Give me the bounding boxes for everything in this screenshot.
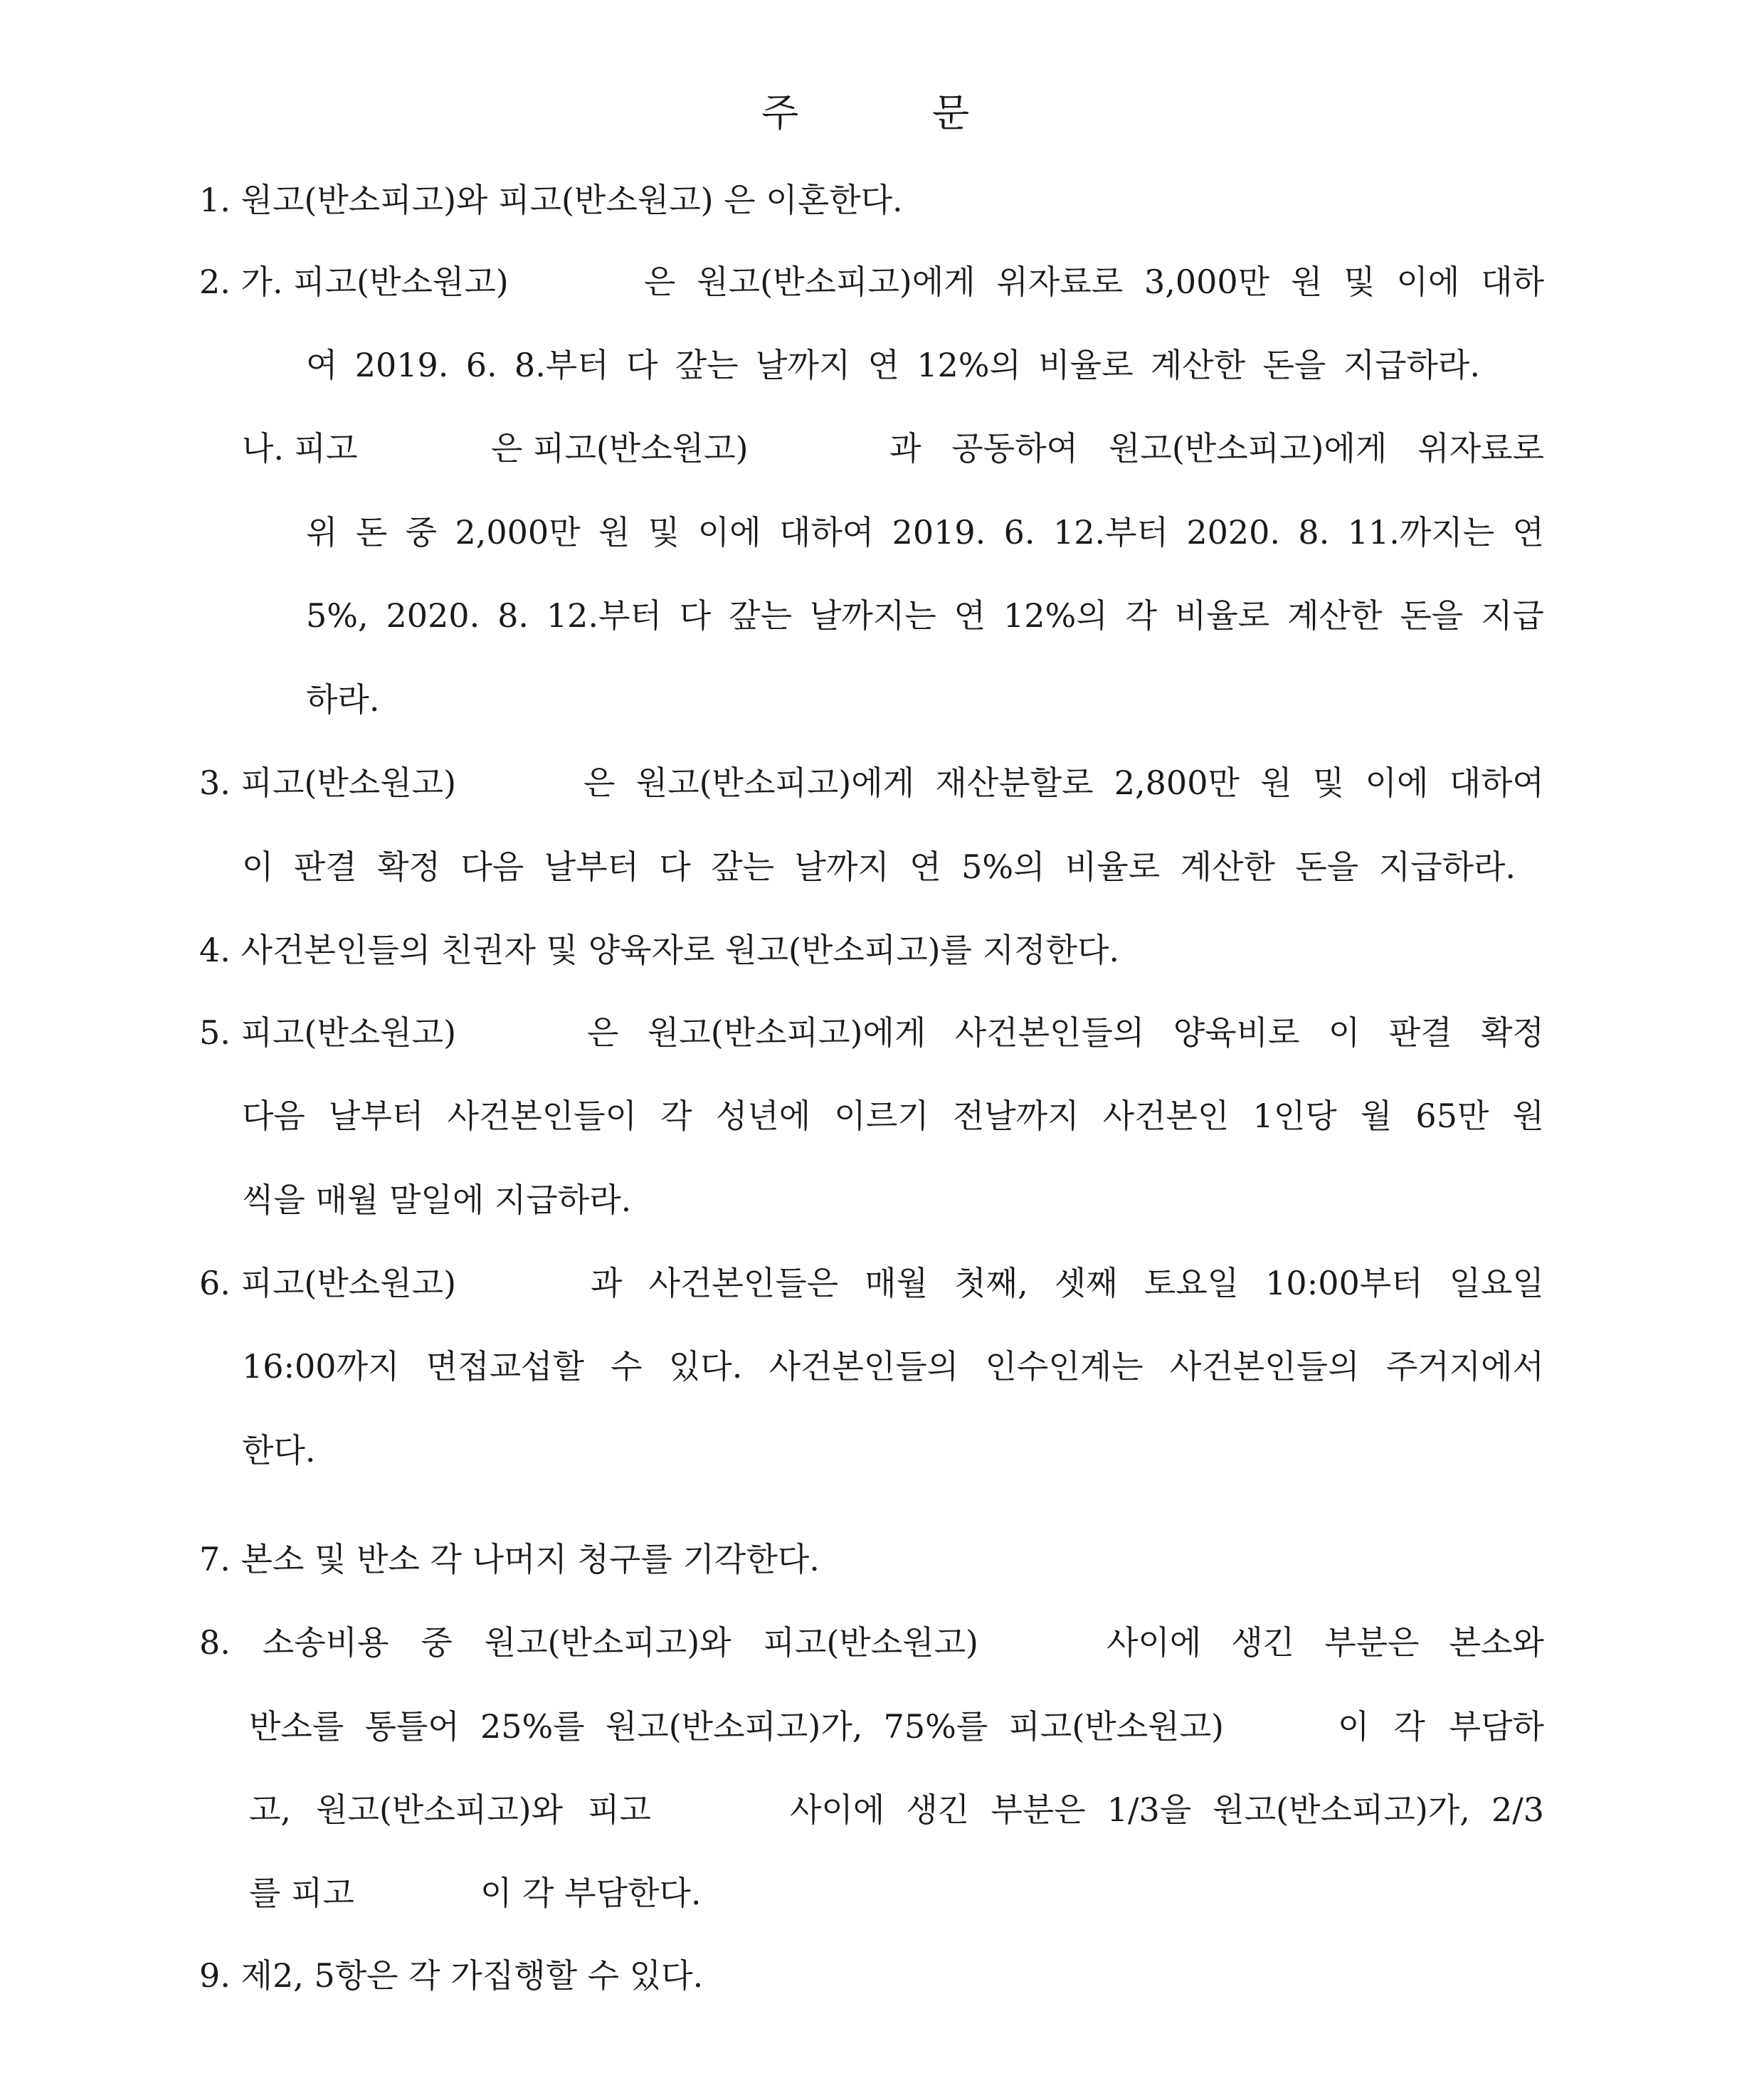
item-8-line-3-head: 고, 원고(반소피고)와 피고 [249,1790,651,1829]
item-2a-line-2: 여 2019. 6. 8.부터 다 갚는 날까지 연 12%의 비율로 계산한 돈을 지급하라. [306,346,1480,384]
item-6-line-2: 16:00까지 면접교섭할 수 있다. 사건본인들의 인수인계는 사건본인들의 주거지에서 [242,1347,1544,1386]
item-8-line-2-tail: 이 각 부담하 [1338,1707,1544,1746]
item-8-line-1-tail: 사이에 생긴 부분은 본소와 [1107,1623,1544,1662]
item-2b-line-4: 하라. [306,680,380,719]
item-2b-line-2: 위 돈 중 2,000만 원 및 이에 대하여 2019. 6. 12.부터 2020. 8. 11.까지는 연 [306,513,1544,552]
item-9-line-1: 9. 제2, 5항은 각 가집행할 수 있다. [199,1956,704,1995]
item-8-line-3-tail: 사이에 생긴 부분은 1/3을 원고(반소피고)가, 2/3 [790,1790,1544,1829]
item-2b-line-3: 5%, 2020. 8. 12.부터 다 갚는 날까지는 연 12%의 각 비율로 계산한 돈을 지급 [306,596,1544,635]
item-5-line-2: 다음 날부터 사건본인들이 각 성년에 이르기 전날까지 사건본인 1인당 월 65만 원 [242,1097,1544,1135]
item-3-line-1-tail: 은 원고(반소피고)에게 재산분할로 2,800만 원 및 이에 대하여 [583,764,1544,802]
item-2b-line-1-tail: 과 공동하여 원고(반소피고)에게 위자료로 [889,429,1544,468]
item-2b-line-1-mid: 은 피고(반소원고) [491,429,749,468]
item-2a-line-1-head: 2. 가. 피고(반소원고) [199,263,509,301]
item-5-line-3: 씩을 매월 말일에 지급하라. [242,1181,632,1219]
item-5-line-1-head: 5. 피고(반소원고) [199,1013,457,1052]
item-3-line-1-head: 3. 피고(반소원고) [199,764,457,802]
page-title [761,83,970,137]
item-6-line-1-tail: 과 사건본인들은 매월 첫째, 셋째 토요일 10:00부터 일요일 [591,1264,1544,1302]
item-6-line-1-head: 6. 피고(반소원고) [199,1264,457,1302]
item-6-line-3: 한다. [242,1431,316,1470]
item-8-line-4-tail: 이 각 부담한다. [480,1874,702,1912]
title-char-2: 문 [932,90,970,135]
item-1-line-1: 1. 원고(반소피고)와 피고(반소원고) 은 이혼한다. [199,181,903,219]
item-7-line-1: 7. 본소 및 반소 각 나머지 청구를 기각한다. [199,1540,820,1578]
item-2a-line-1-tail: 은 원고(반소피고)에게 위자료로 3,000만 원 및 이에 대하 [644,263,1544,301]
item-4-line-1: 4. 사건본인들의 친권자 및 양육자로 원고(반소피고)를 지정한다. [199,931,1120,969]
item-5-line-1-tail: 은 원고(반소피고)에게 사건본인들의 양육비로 이 판결 확정 [587,1013,1544,1052]
item-3-line-2: 이 판결 확정 다음 날부터 다 갚는 날까지 연 5%의 비율로 계산한 돈을 지급하라. [242,848,1516,886]
item-2b-line-1-head: 나. 피고 [242,429,358,468]
item-8-line-4-head: 를 피고 [249,1874,354,1912]
item-8-line-1-head: 8. 소송비용 중 원고(반소피고)와 피고(반소원고) [199,1623,978,1662]
title-char-1: 주 [761,90,799,135]
item-8-line-2-head: 반소를 통틀어 25%를 원고(반소피고)가, 75%를 피고(반소원고) [249,1707,1224,1746]
